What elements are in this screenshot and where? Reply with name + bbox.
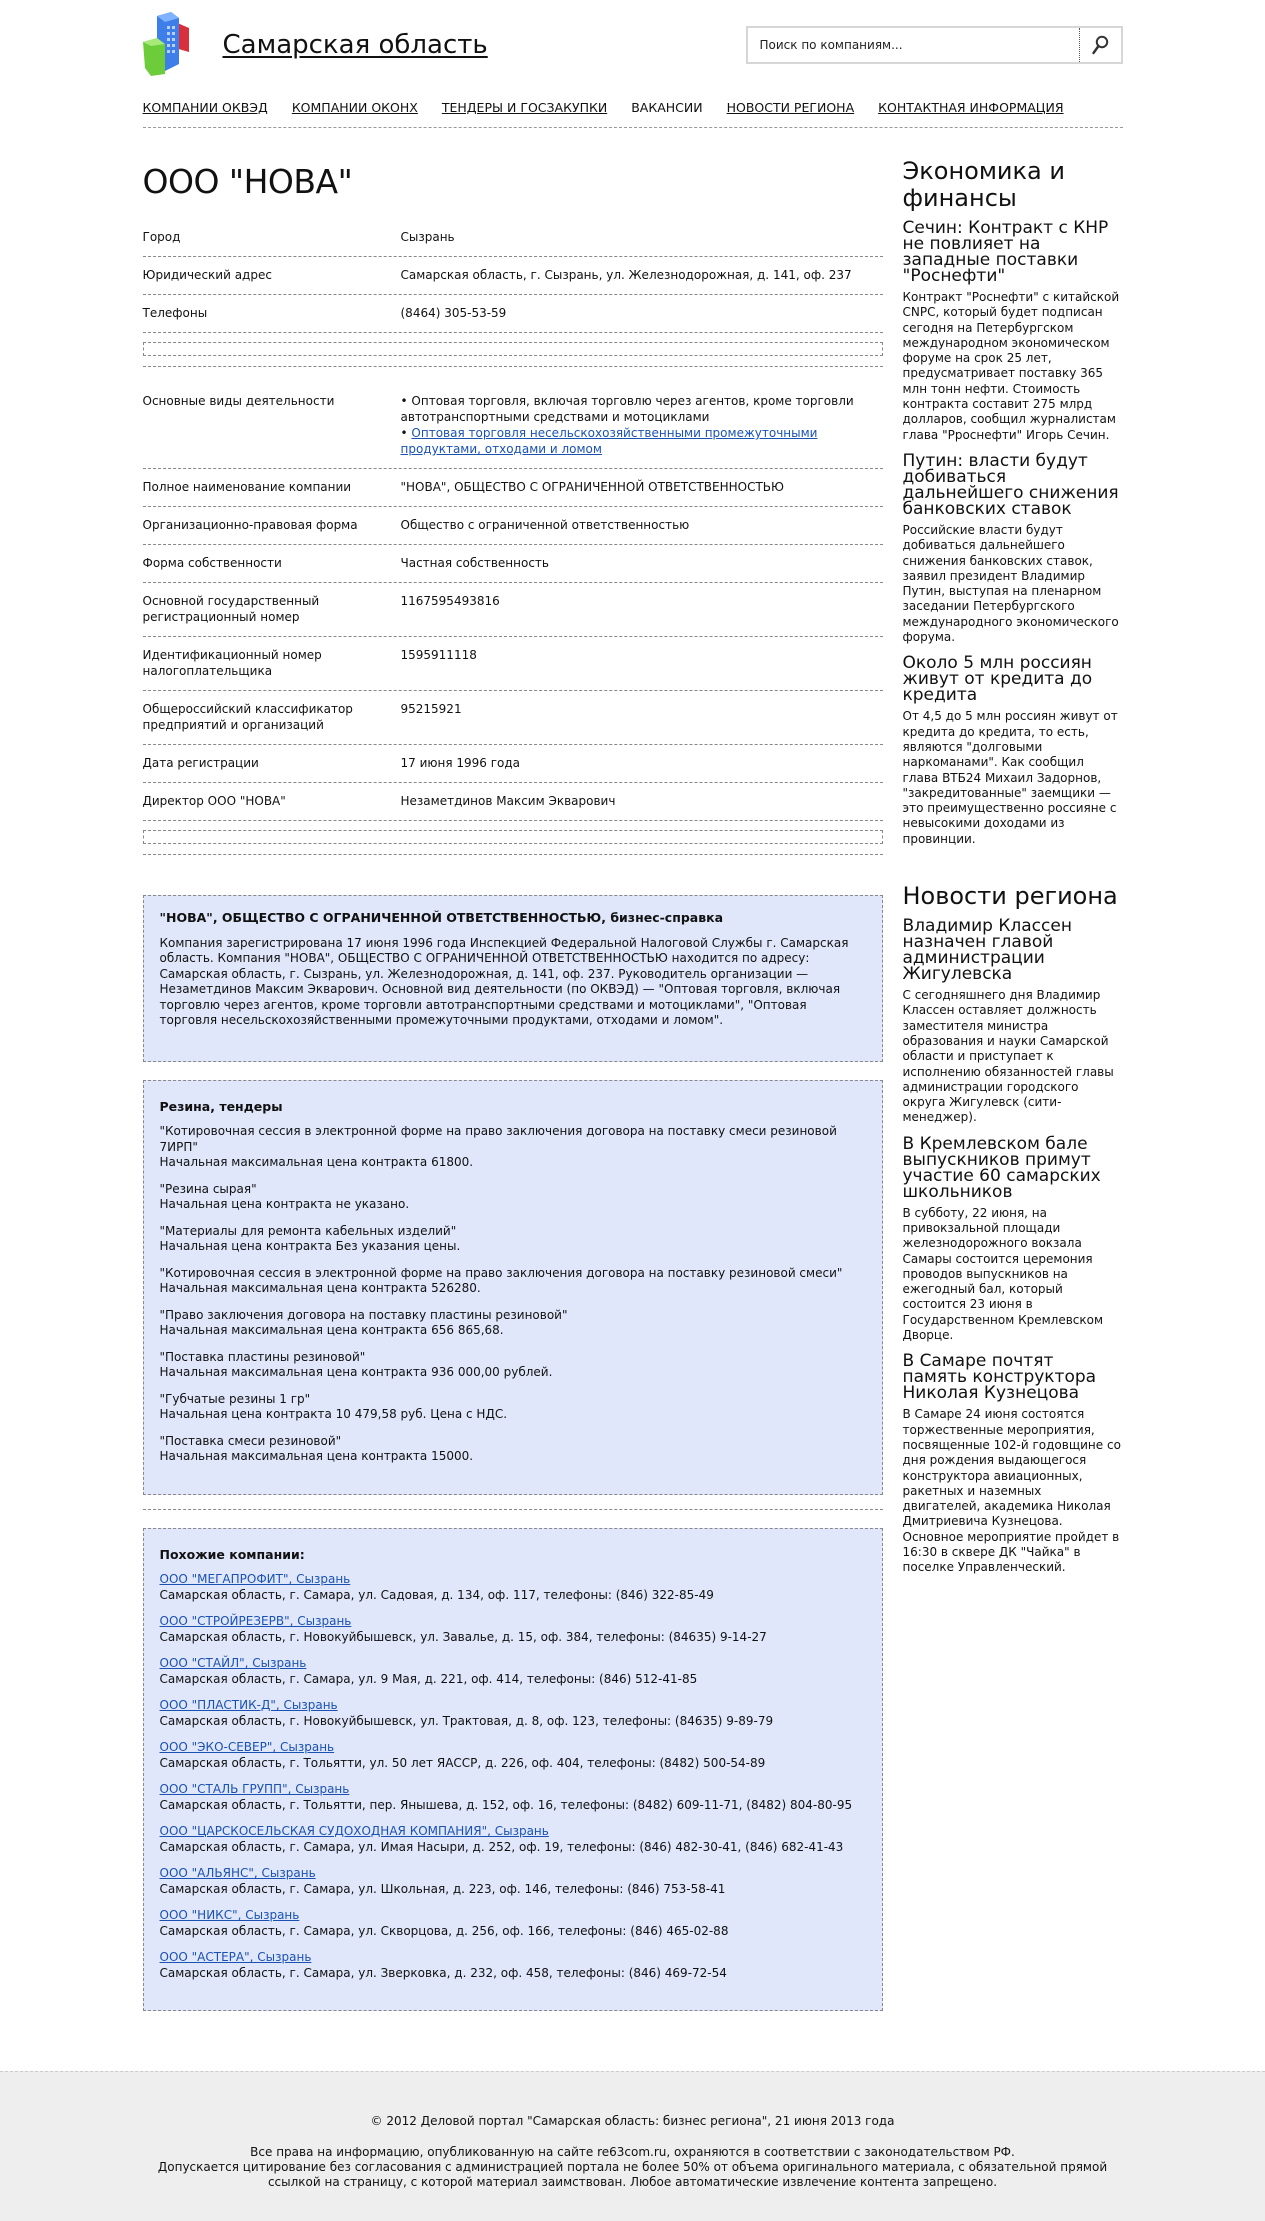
similar-company-info: Самарская область, г. Тольятти, пер. Янышева, д. 152, оф. 16, телефоны: (8482) 609-11-71, (8482) 804-80-95: [159, 1797, 853, 1812]
tender-item: [160, 1266, 866, 1297]
content-columns: [143, 128, 1123, 2011]
ad-placeholder: [143, 830, 883, 844]
tender-name: "Котировочная сессия в электронной форме на право заключения договора на поставку смеси резиновой 7ИРП": [159, 1124, 837, 1154]
activity-item: • Оптовая торговля несельскохозяйственными промежуточными продуктами, отходами и ломом: [400, 426, 818, 456]
tender-item: [160, 1392, 866, 1423]
sidebar: [903, 158, 1123, 2011]
tender-price: Начальная цена контракта 10 479,58 руб. Цена с НДС.: [159, 1407, 508, 1421]
similar-company-link[interactable]: ООО "МЕГАПРОФИТ", Сызрань: [159, 1572, 351, 1586]
similar-company-link[interactable]: ООО "ПЛАСТИК-Д", Сызрань: [159, 1698, 338, 1712]
info-row-inn: [143, 637, 883, 691]
similar-company-info: Самарская область, г. Самара, ул. Садовая, д. 134, оф. 117, телефоны: (846) 322-85-49: [159, 1587, 714, 1602]
tender-item: [160, 1124, 866, 1171]
similar-company-link[interactable]: ООО "СТРОЙРЕЗЕРВ", Сызрань: [159, 1614, 352, 1628]
similar-company-link[interactable]: ООО "ЭКО-СЕВЕР", Сызрань: [159, 1740, 335, 1754]
tender-price: Начальная максимальная цена контракта 15000.: [159, 1449, 474, 1463]
news-headline[interactable]: В Кремлевском бале выпускников примут участие 60 самарских школьников: [902, 1133, 1101, 1202]
activities-list: [401, 393, 883, 457]
footer-text: [133, 2145, 1133, 2190]
similar-company-item: [160, 1866, 866, 1897]
similar-company-info: Самарская область, г. Самара, ул. Зверковка, д. 232, оф. 458, телефоны: (846) 469-72-54: [159, 1965, 727, 1980]
search-button[interactable]: [1079, 28, 1121, 62]
info-label: Юридический адрес: [142, 268, 272, 282]
nav-companies-okved[interactable]: КОМПАНИИ ОКВЭД: [142, 100, 268, 115]
company-title: ООО "НОВА": [142, 162, 353, 201]
search-box: [746, 26, 1123, 64]
info-value: 95215921: [400, 702, 462, 716]
info-row-legal-form: [143, 507, 883, 545]
news-headline[interactable]: Путин: власти будут добиваться дальнейшего снижения банковских ставок: [902, 450, 1119, 519]
similar-company-item: [160, 1740, 866, 1771]
similar-company-item: [160, 1824, 866, 1855]
nav-vacancies[interactable]: ВАКАНСИИ: [631, 100, 703, 115]
info-value: 1595911118: [400, 648, 477, 662]
economy-section-title: Экономика и финансы: [902, 157, 1065, 212]
similar-company-info: Самарская область, г. Самара, ул. Школьная, д. 223, оф. 146, телефоны: (846) 753-58-41: [159, 1881, 726, 1896]
info-label: Общероссийский классификатор предприятий и организаций: [142, 702, 353, 732]
info-value: Общество с ограниченной ответственностью: [400, 518, 690, 532]
site-footer: [0, 2071, 1265, 2221]
similar-company-link[interactable]: ООО "ЦАРСКОСЕЛЬСКАЯ СУДОХОДНАЯ КОМПАНИЯ", Сызрань: [159, 1824, 549, 1838]
footer-rights: Все права на информацию, опубликованную на сайте re63com.ru, охраняются в соответствии с законодательством РФ.: [250, 2145, 1015, 2159]
info-row-phones: [143, 295, 883, 333]
similar-company-link[interactable]: ООО "НИКС", Сызрань: [159, 1908, 300, 1922]
info-label: Основной государственный регистрационный номер: [142, 594, 320, 624]
similar-company-link[interactable]: ООО "СТАЙЛ", Сызрань: [159, 1656, 307, 1670]
info-label: Форма собственности: [142, 556, 282, 570]
info-label: Город: [142, 230, 181, 244]
tender-name: "Резина сырая": [159, 1181, 257, 1196]
tender-name: "Право заключения договора на поставку пластины резиновой": [159, 1307, 568, 1322]
info-row-city: [143, 219, 883, 257]
similar-company-info: Самарская область, г. Тольятти, ул. 50 лет ЯАССР, д. 226, оф. 404, телефоны: (8482) 500-54-89: [159, 1755, 766, 1770]
main-column: [143, 158, 883, 2011]
region-section-title: Новости региона: [902, 882, 1118, 911]
search-icon: [1091, 35, 1109, 55]
similar-company-info: Самарская область, г. Самара, ул. Скворцова, д. 256, оф. 166, телефоны: (846) 465-02-88: [159, 1923, 729, 1938]
tender-name: "Поставка смеси резиновой": [159, 1433, 342, 1448]
similar-company-link[interactable]: ООО "АСТЕРА", Сызрань: [159, 1950, 312, 1964]
ad-placeholder: [143, 342, 883, 356]
tender-name: "Материалы для ремонта кабельных изделий": [159, 1223, 457, 1238]
info-value: "НОВА", ОБЩЕСТВО С ОГРАНИЧЕННОЙ ОТВЕТСТВЕННОСТЬЮ: [400, 480, 784, 494]
tender-price: Начальная цена контракта не указано.: [159, 1197, 410, 1211]
tenders-box: [143, 1080, 883, 1495]
info-row-full-name: [143, 469, 883, 507]
info-label: Телефоны: [142, 306, 208, 320]
info-label: Основные виды деятельности: [142, 394, 335, 408]
info-row-ogrn: [143, 583, 883, 637]
info-value: (8464) 305-53-59: [400, 306, 507, 320]
similar-company-link[interactable]: ООО "СТАЛЬ ГРУПП", Сызрань: [159, 1782, 350, 1796]
tender-item: [160, 1350, 866, 1381]
news-text: От 4,5 до 5 млн россиян живут от кредита до кредита, то есть, являются "долговыми наркоманами". Как сообщил глава ВТБ24 Михаил Задорнов, "закредитованные" заемщики — это преимущественно россияне с невысокими доходами из провинции.: [902, 709, 1118, 846]
similar-company-item: [160, 1614, 866, 1645]
nav-contacts[interactable]: КОНТАКТНАЯ ИНФОРМАЦИЯ: [878, 100, 1064, 115]
info-row-ownership: [143, 545, 883, 583]
info-row-registration-date: [143, 745, 883, 783]
buildings-icon[interactable]: [143, 12, 205, 76]
info-label: Полное наименование компании: [142, 480, 352, 494]
tender-name: "Котировочная сессия в электронной форме на право заключения договора на поставку резиновой смеси": [159, 1265, 843, 1280]
news-headline[interactable]: Сечин: Контракт с КНР не повлияет на западные поставки "Роснефти": [902, 218, 1109, 286]
tender-price: Начальная цена контракта Без указания цены.: [159, 1239, 461, 1253]
news-text: С сегодняшнего дня Владимир Классен оставляет должность заместителя министра образования и науки Самарской области и приступает к исполнению обязанностей главы администрации городского округа Жигулевск (сити-менеджер).: [902, 988, 1114, 1125]
tender-name: "Губчатые резины 1 гр": [159, 1391, 311, 1406]
nav-tenders[interactable]: ТЕНДЕРЫ И ГОСЗАКУПКИ: [441, 100, 608, 115]
tender-price: Начальная максимальная цена контракта 526280.: [159, 1281, 481, 1295]
summary-text: Компания зарегистрирована 17 июня 1996 года Инспекцией Федеральной Налоговой Службы г. Самарская область. Компания "НОВА", ОБЩЕСТВО С ОГРАНИЧЕННОЙ ОТВЕТСТВЕННОСТЬЮ находится по адресу: Самарская область, г. Сызрань, ул. Железнодорожная, д. 141, оф. 237. Руководитель организации — Незаметдинов Максим Экварович. Основной вид деятельности (по ОКВЭД) — "Оптовая торговля, включая торговлю через агентов, кроме торговли автотранспортными средствами и мотоциклами", "Оптовая торговля несельскохозяйственными промежуточными продуктами, отходами и ломом".: [159, 935, 849, 1027]
tender-item: [160, 1308, 866, 1339]
info-value: 17 июня 1996 года: [400, 756, 521, 770]
tenders-list: [160, 1124, 866, 1465]
footer-citation: Допускается цитирование без согласования с администрацией портала не более 50% от объема оригинального материала, с обязательной прямой ссылкой на страницу, с которой материал заимствован. Любое автоматические извлечение контента запрещено.: [157, 2160, 1108, 2189]
divider: [143, 854, 883, 855]
info-row-activities: [143, 367, 883, 469]
nav-region-news[interactable]: НОВОСТИ РЕГИОНА: [726, 100, 855, 115]
similar-company-link[interactable]: ООО "АЛЬЯНС", Сызрань: [159, 1866, 316, 1880]
similar-company-info: Самарская область, г. Самара, ул. Имая Насыри, д. 252, оф. 19, телефоны: (846) 482-30-41, (846) 682-41-43: [159, 1839, 844, 1854]
business-summary-box: [143, 895, 883, 1062]
tender-price: Начальная максимальная цена контракта 936 000,00 рублей.: [159, 1365, 553, 1379]
page-wrapper: [143, 0, 1123, 2011]
similar-company-info: Самарская область, г. Новокуйбышевск, ул. Завалье, д. 15, оф. 384, телефоны: (84635) 9-14-27: [159, 1629, 767, 1644]
footer-copyright: © 2012 Деловой портал "Самарская область: бизнес региона", 21 июня 2013 года: [370, 2114, 895, 2128]
info-label: Идентификационный номер налогоплательщика: [142, 648, 322, 678]
news-text: Контракт "Роснефти" с китайской CNPC, который будет подписан сегодня на Петербургском международном экономическом форуме на срок 25 лет, предусматривает поставку 365 млн тонн нефти. Стоимость контракта составит 275 млрд долларов, сообщил журналистам глава "Рроснефти" Игорь Сечин.: [902, 290, 1120, 442]
tender-price: Начальная максимальная цена контракта 61800.: [159, 1155, 474, 1169]
activity-item: • Оптовая торговля, включая торговлю через агентов, кроме торговли автотранспортными средствами и мотоциклами: [400, 394, 854, 424]
news-headline[interactable]: Владимир Классен назначен главой администрации Жигулевска: [902, 916, 1072, 985]
tender-price: Начальная максимальная цена контракта 656 865,68.: [159, 1323, 504, 1337]
main-nav: [143, 92, 1123, 128]
similar-company-item: [160, 1656, 866, 1687]
tender-item: [160, 1224, 866, 1255]
news-headline[interactable]: В Самаре почтят память конструктора Николая Кузнецова: [902, 1351, 1097, 1404]
info-value: Самарская область, г. Сызрань, ул. Железнодорожная, д. 141, оф. 237: [400, 268, 852, 282]
info-row-okpo: [143, 691, 883, 745]
tender-item: [160, 1434, 866, 1465]
site-title-link[interactable]: Самарская область: [222, 30, 488, 60]
similar-company-info: Самарская область, г. Самара, ул. 9 Мая, д. 221, оф. 414, телефоны: (846) 512-41-85: [159, 1671, 698, 1686]
summary-title: "НОВА", ОБЩЕСТВО С ОГРАНИЧЕННОЙ ОТВЕТСТВЕННОСТЬЮ, бизнес-справка: [159, 910, 724, 925]
similar-company-info: Самарская область, г. Новокуйбышевск, ул. Трактовая, д. 8, оф. 123, телефоны: (84635) 9-89-79: [159, 1713, 774, 1728]
info-value: Частная собственность: [400, 556, 549, 570]
news-text: В Самаре 24 июня состоятся торжественные мероприятия, посвященные 102-й годовщине со дня рождения выдающегося конструктора авиационных, ракетных и наземных двигателей, академика Николая Дмитриевича Кузнецова. Основное мероприятие пройдет в 16:30 в сквере ДК "Чайка" в поселке Управленческий.: [902, 1407, 1121, 1575]
similar-company-item: [160, 1572, 866, 1603]
region-news-list: [903, 918, 1123, 1576]
search-input[interactable]: [748, 28, 1068, 62]
info-value: Незаметдинов Максим Экварович: [400, 794, 616, 808]
tenders-title: Резина, тендеры: [159, 1098, 283, 1114]
similar-company-item: [160, 1782, 866, 1813]
info-value: Сызрань: [400, 230, 455, 244]
similar-list: [160, 1572, 866, 1981]
activity-link[interactable]: Оптовая торговля несельскохозяйственными промежуточными продуктами, отходами и ломом: [400, 426, 818, 456]
economy-news-list: [903, 220, 1123, 847]
info-label: Дата регистрации: [142, 756, 259, 770]
info-row-address: [143, 257, 883, 295]
similar-company-item: [160, 1908, 866, 1939]
divider: [143, 1509, 883, 1510]
news-text: В субботу, 22 июня, на привокзальной площади железнодорожного вокзала Самары состоится церемония проводов выпускников на ежегодный бал, который состоится 23 июня в Государственном Кремлевском Дворце.: [902, 1205, 1104, 1343]
info-label: Директор ООО "НОВА": [142, 794, 286, 808]
news-headline[interactable]: Около 5 млн россиян живут от кредита до кредита: [902, 653, 1093, 706]
info-row-director: [143, 783, 883, 821]
news-text: Российские власти будут добиваться дальнейшего снижения банковских ставок, заявил президент Владимир Путин, выступая на пленарном заседании Петербургского международного экономического форума.: [902, 522, 1119, 645]
similar-companies-box: [143, 1528, 883, 2012]
similar-company-item: [160, 1950, 866, 1981]
similar-company-item: [160, 1698, 866, 1729]
nav-companies-okonh[interactable]: КОМПАНИИ ОКОНХ: [291, 100, 418, 115]
tender-item: [160, 1182, 866, 1213]
site-header: [143, 0, 1123, 92]
info-value: 1167595493816: [400, 594, 500, 608]
tender-name: "Поставка пластины резиновой": [159, 1349, 366, 1364]
similar-title: Похожие компании:: [159, 1546, 305, 1562]
info-label: Организационно-правовая форма: [142, 518, 358, 532]
